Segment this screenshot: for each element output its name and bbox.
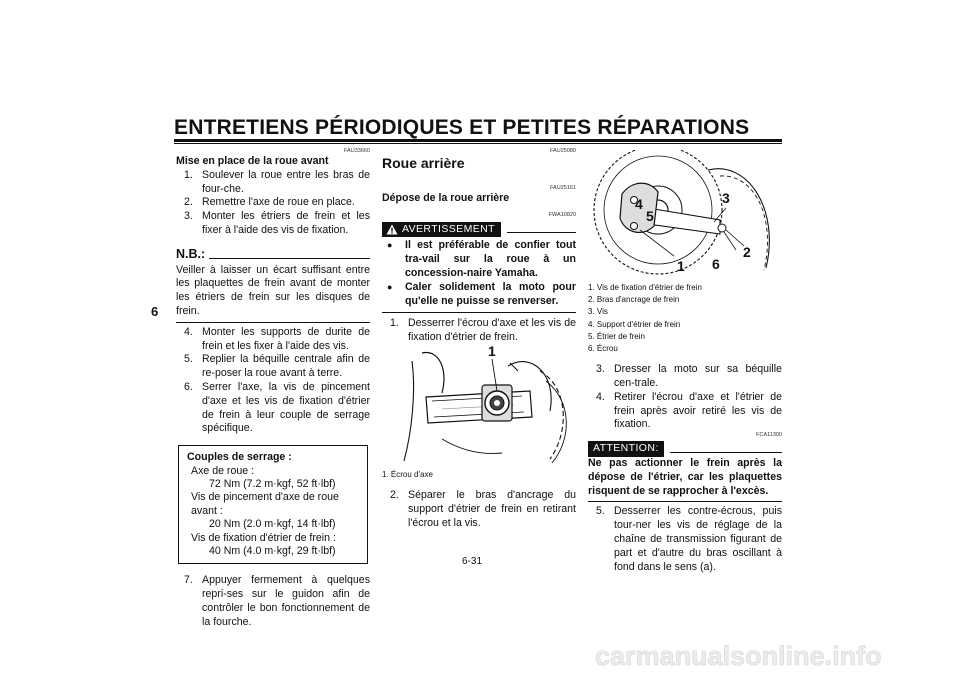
step-text: Desserrer l'écrou d'axe et les vis de fixation d'étrier de frein. <box>408 317 576 344</box>
figure-callout-label: 5 <box>646 208 654 224</box>
torque-line: avant : <box>191 504 223 517</box>
watermark-logo <box>595 642 940 670</box>
page-title: ENTRETIENS PÉRIODIQUES ET PETITES RÉPARATIONS <box>174 116 750 139</box>
figure-callout-label: 1 <box>488 342 496 359</box>
chapter-tab: 6 <box>151 304 159 319</box>
ref-code: FAU33660 <box>344 148 370 154</box>
title-rule-thin <box>174 143 782 144</box>
step-number: 7. <box>184 574 193 587</box>
section-heading: Mise en place de la roue avant <box>176 155 329 167</box>
step-number: 6. <box>184 380 193 393</box>
steps-list <box>176 574 370 629</box>
steps-list <box>382 317 576 345</box>
figure-caption: 5. Étrier de frein <box>588 331 645 341</box>
attention-label: ATTENTION: <box>588 441 664 457</box>
column-left <box>176 148 370 630</box>
figure-callout-label: 1 <box>677 258 685 274</box>
figure-caption: 2. Bras d'ancrage de frein <box>588 295 680 305</box>
step-number: 2. <box>184 196 193 209</box>
step-number: 3. <box>184 210 193 223</box>
figure-caption: 4. Support d'étrier de frein <box>588 319 681 329</box>
step-number: 4. <box>596 390 605 403</box>
subsection-heading: Dépose de la roue arrière <box>382 191 510 204</box>
figure-callout-label: 2 <box>743 244 751 260</box>
step-number: 4. <box>184 325 193 338</box>
step-item <box>176 196 370 210</box>
figure-callout-label: 6 <box>712 256 720 272</box>
warning-triangle-icon <box>386 224 398 235</box>
ref-code: FAU25161 <box>550 184 576 191</box>
page-number: 6-31 <box>462 556 483 567</box>
figure-callout-label: 4 <box>635 196 643 212</box>
step-number: 2. <box>390 489 399 502</box>
bullet-text: Il est préférable de confier tout tra-vail sur la roue à un concession-naire Yamaha. <box>405 239 576 279</box>
attention-text: Ne pas actionner le frein après la dépose de l'étrier, car les plaquettes risquent de se rapprocher à l'excès. <box>588 457 782 502</box>
torque-line: Vis de pincement d'axe de roue <box>191 491 339 504</box>
section-heading: Roue arrière <box>382 155 465 171</box>
step-text: Appuyer fermement à quelques repri-ses sur le guidon afin de contrôler le bon fonctionnement de la fourche. <box>202 574 370 628</box>
column-middle <box>382 148 576 531</box>
torque-title: Couples de serrage : <box>187 451 292 464</box>
warning-bullet <box>382 239 576 280</box>
torque-box <box>178 445 368 564</box>
step-text: Retirer l'écrou d'axe et l'étrier de frein après avoir retiré les vis de fixation. <box>614 390 782 431</box>
step-number: 3. <box>596 363 605 376</box>
step-text: Séparer le bras d'ancrage du support d'étrier de frein en retirant l'écrou et la vis. <box>408 489 576 529</box>
torque-value: 40 Nm (4.0 m·kgf, 29 ft·lbf) <box>209 544 336 557</box>
watermark-text: carmanualsonline.info <box>595 642 882 670</box>
torque-line: Axe de roue : <box>191 464 255 477</box>
brake-caliper-illustration <box>588 150 782 278</box>
attention-rule <box>670 452 782 453</box>
step-text: Desserrer les contre-écrous, puis tour-ner les vis de réglage de la chaîne de transmission figurant de part et d'autre du bras oscillant à fond dans le sens (a). <box>614 505 782 573</box>
warning-label: AVERTISSEMENT <box>402 222 495 235</box>
torque-value: 72 Nm (7.2 m·kgf, 52 ft·lbf) <box>209 477 336 490</box>
bullet-dot-icon: ● <box>387 281 393 292</box>
axle-nut-illustration <box>382 351 576 467</box>
steps-list <box>176 169 370 238</box>
step-text: Monter les supports de durite de frein et les fixer à l'aide des vis. <box>202 325 370 352</box>
step-item <box>176 574 370 629</box>
ref-code: FCA11300 <box>756 432 782 439</box>
note-label: N.B.: <box>176 246 206 261</box>
step-text: Replier la béquille centrale afin de re-poser la roue avant à terre. <box>202 353 370 380</box>
axle-nut-figure <box>382 342 576 467</box>
step-item <box>176 169 370 197</box>
step-text: Monter les étriers de frein et les fixer à l'aide des vis de fixation. <box>202 210 370 236</box>
step-item <box>382 317 576 345</box>
figure-caption: 3. Vis <box>588 307 608 317</box>
steps-list <box>588 505 782 574</box>
step-item <box>176 326 370 354</box>
step-item <box>588 363 782 391</box>
step-item <box>176 381 370 436</box>
figure-callout-label: 3 <box>722 190 730 206</box>
step-item <box>176 210 370 238</box>
note-rule <box>209 258 370 259</box>
step-text: Dresser la moto sur sa béquille cen-trale. <box>614 363 782 390</box>
caliper-figure <box>588 150 782 278</box>
figure-caption: 1. Vis de fixation d'étrier de frein <box>588 283 702 292</box>
step-number: 5. <box>596 505 605 518</box>
steps-list <box>588 363 782 432</box>
step-item <box>176 353 370 381</box>
warning-bullets <box>382 239 576 313</box>
step-item <box>588 505 782 574</box>
bullet-text: Caler solidement la moto pour qu'elle ne puisse se renverser. <box>405 280 576 307</box>
note-header <box>176 248 370 262</box>
step-item <box>588 391 782 432</box>
step-number: 1. <box>390 317 399 330</box>
attention-header <box>588 441 782 457</box>
figure-caption-list <box>588 282 782 355</box>
note-text: Veiller à laisser un écart suffisant entre les plaquettes de frein avant de monter les étriers de frein sur les disques de frein. <box>176 264 370 323</box>
warning-header <box>382 222 576 238</box>
step-text: Remettre l'axe de roue en place. <box>202 196 355 209</box>
steps-list <box>176 326 370 436</box>
torque-value: 20 Nm (2.0 m·kgf, 14 ft·lbf) <box>209 518 336 531</box>
warning-bullet <box>382 281 576 309</box>
ref-code: FAU25080 <box>550 148 576 154</box>
steps-list <box>382 489 576 530</box>
bullet-dot-icon: ● <box>387 240 393 251</box>
step-number: 1. <box>184 168 193 181</box>
figure-caption: 6. Écrou <box>588 344 618 354</box>
torque-line: Vis de fixation d'étrier de frein : <box>191 531 336 544</box>
step-text: Soulever la roue entre les bras de four-che. <box>202 168 370 195</box>
title-rule-thick <box>174 139 782 142</box>
figure-caption: 1. Écrou d'axe <box>382 469 433 479</box>
step-number: 5. <box>184 353 193 366</box>
step-text: Serrer l'axe, la vis de pincement d'axe et les vis de fixation d'étrier de frein à leur couple de serrage spécifique. <box>202 380 370 435</box>
ref-code: FWA10820 <box>548 211 576 218</box>
column-right <box>588 150 782 574</box>
warning-label-box <box>382 222 501 238</box>
step-item <box>382 489 576 530</box>
warning-rule <box>507 232 576 233</box>
